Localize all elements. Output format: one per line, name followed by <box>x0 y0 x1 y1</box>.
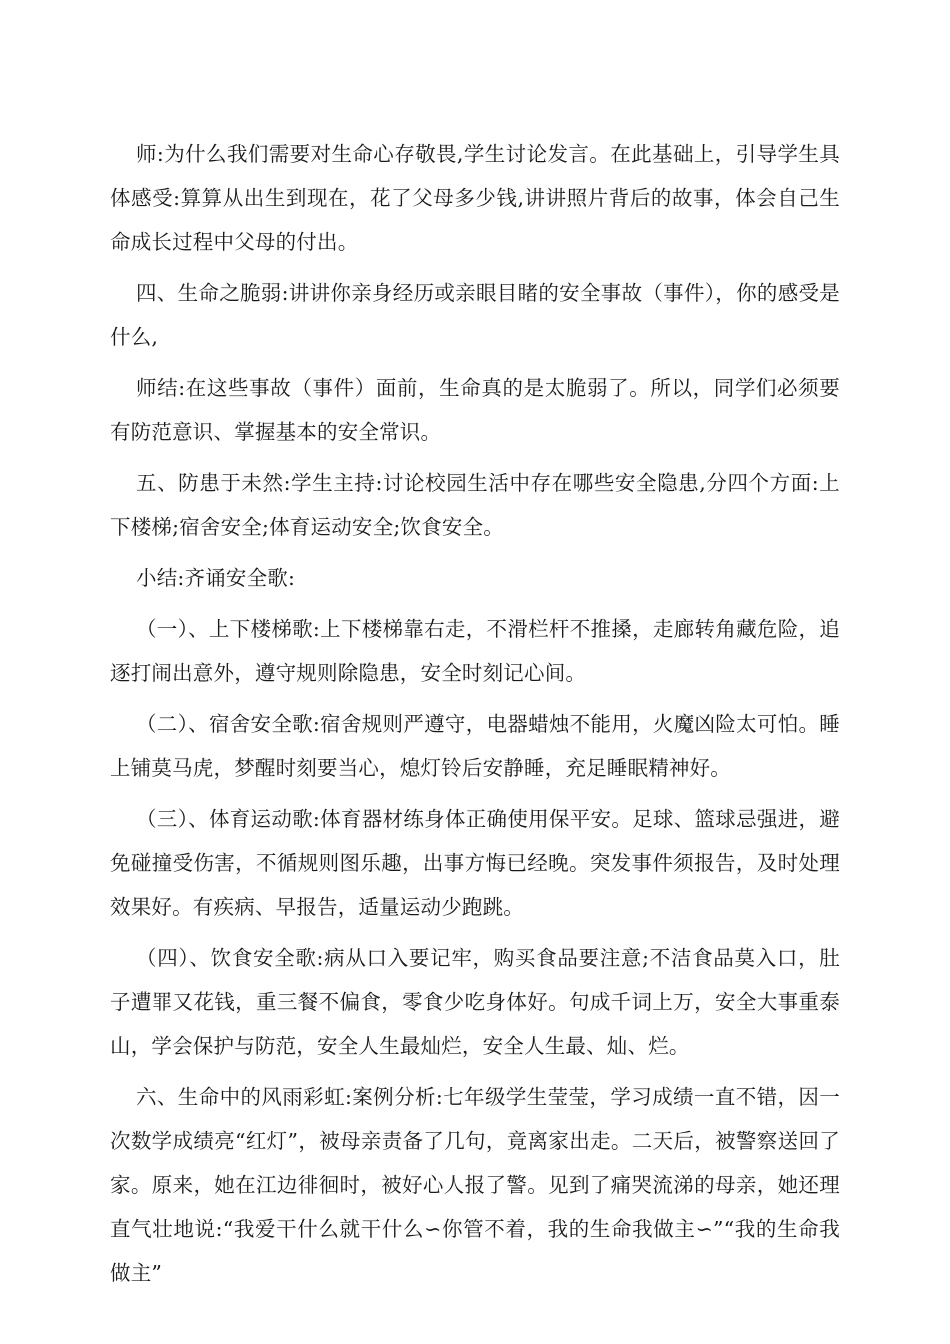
paragraph-teacher-summary: 师结:在这些事故（事件）面前，生命真的是太脆弱了。所以，同学们必须要有防范意识、掌握基本的安全常识。 <box>110 376 840 444</box>
paragraph-song-food: （四）、饮食安全歌:病从口入要记牢，购买食品要注意;不洁食品莫入口，肚子遭罪又花钱，重三餐不偏食，零食少吃身体好。句成千词上万，安全大事重泰山，学会保护与防范，安全人生最灿烂，安全人生最、灿、烂。 <box>110 946 840 1058</box>
paragraph-section-six: 六、生命中的风雨彩虹:案例分析:七年级学生莹莹，学习成绩一直不错，因一次数学成绩亮“红灯”，被母亲责备了几句，竟离家出走。二天后，被警察送回了家。原来，她在江边徘徊时，被好心人报了警。见到了痛哭流涕的母亲，她还理直气壮地说:“我爱干什么就干什么∽你管不着，我的生命我做主∽”“我的生命我做主” <box>110 1085 840 1285</box>
paragraph-section-five: 五、防患于未然:学生主持:讨论校园生活中存在哪些安全隐患,分四个方面:上下楼梯;宿舍安全;体育运动安全;饮食安全。 <box>110 471 840 539</box>
paragraph-section-four: 四、生命之脆弱:讲讲你亲身经历或亲眼目睹的安全事故（事件），你的感受是什么, <box>110 281 840 349</box>
document-body <box>110 132 840 1302</box>
paragraph-song-stairs: （一）、上下楼梯歌:上下楼梯靠右走，不滑栏杆不推搡，走廊转角藏危险，追逐打闹出意外，遵守规则除隐患，安全时刻记心间。 <box>110 617 840 685</box>
paragraph-song-dormitory: （二）、宿舍安全歌:宿舍规则严遵守，电器蜡烛不能用，火魔凶险太可怕。睡上铺莫马虎，梦醒时刻要当心，熄灯铃后安静睡，充足睡眠精神好。 <box>110 712 840 780</box>
paragraph-song-sports: （三）、体育运动歌:体育器材练身体正确使用保平安。足球、篮球忌强进，避免碰撞受伤害，不循规则图乐趣，出事方悔已经晚。突发事件须报告，及时处理效果好。有疾病、早报告，适量运动少跑跳。 <box>110 807 840 919</box>
paragraph-summary-heading: 小结:齐诵安全歌: <box>136 566 296 590</box>
paragraph-teacher-question: 师:为什么我们需要对生命心存敬畏,学生讨论发言。在此基础上，引导学生具体感受:算算从出生到现在，花了父母多少钱,讲讲照片背后的故事，体会自己生命成长过程中父母的付出。 <box>110 142 840 254</box>
